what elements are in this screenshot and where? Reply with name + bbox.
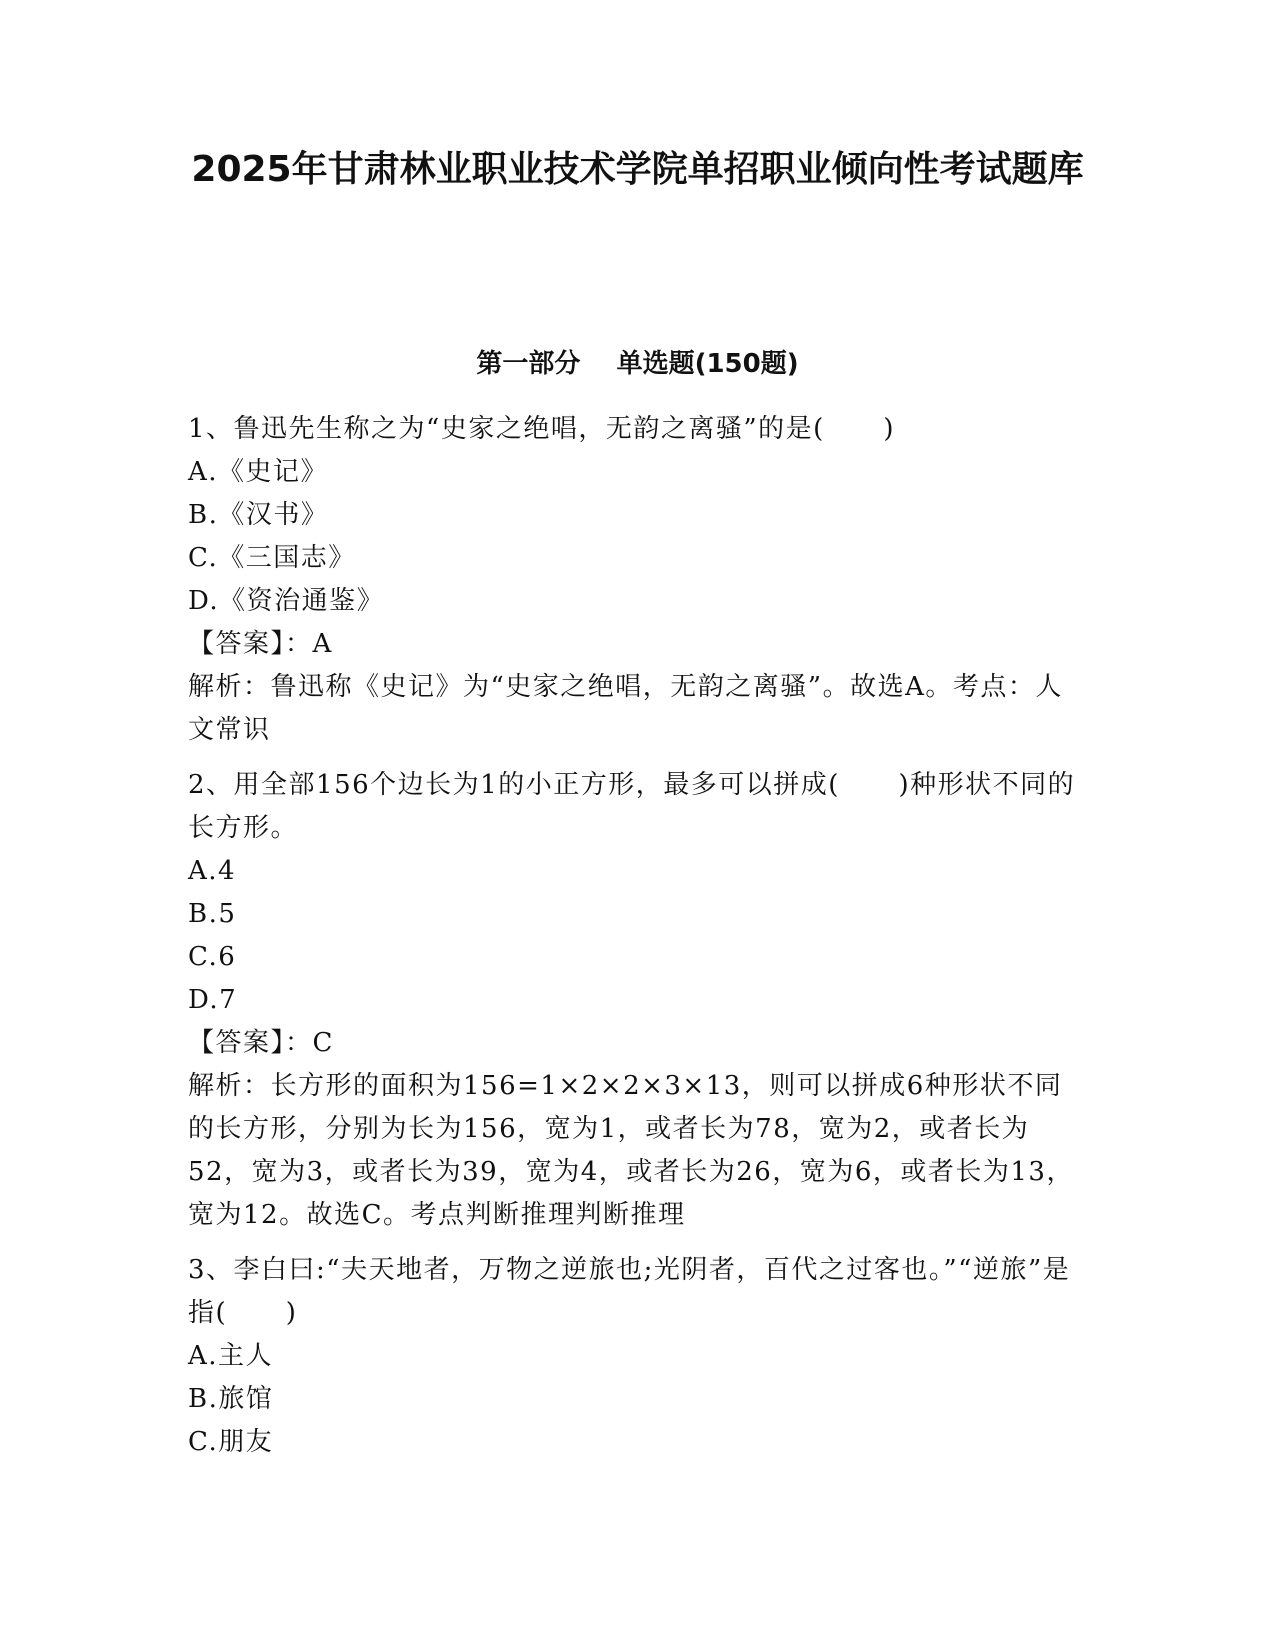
question-stem: 2、用全部156个边长为1的小正方形，最多可以拼成( )种形状不同的长方形。 [188, 770, 1076, 843]
analysis: 解析：长方形的面积为156=1×2×2×3×13，则可以拼成6种形状不同的长方形，分别为长为156，宽为1，或者长为78，宽为2，或者长为52，宽为3，或者长为39，宽为4，或者长为26，宽为6，或者长为13，宽为12。故选C。考点判断推理判断推理 [188, 1071, 1074, 1230]
answer: 【答案】：A [188, 629, 333, 659]
option-b: B.旅馆 [188, 1384, 274, 1414]
option-a: A.主人 [188, 1341, 274, 1371]
option-c: C.朋友 [188, 1427, 274, 1457]
question-stem: 3、李白曰:“夫天地者，万物之逆旅也;光阴者，百代之过客也。”“逆旅”是指( ) [188, 1255, 1071, 1328]
question-2 [188, 764, 1088, 1237]
option-b: B.5 [188, 899, 237, 929]
option-b: B.《汉书》 [188, 500, 329, 530]
option-c: C.6 [188, 942, 237, 972]
option-d: D.《资治通鉴》 [188, 586, 385, 616]
option-a: A.《史记》 [188, 457, 329, 487]
question-list [188, 408, 1088, 1476]
option-a: A.4 [188, 856, 237, 886]
document-title: 2025年甘肃林业职业技术学院单招职业倾向性考试题库 [191, 149, 1084, 190]
option-d: D.7 [188, 985, 238, 1015]
section-title: 第一部分 单选题(150题) [476, 349, 799, 379]
question-stem: 1、鲁迅先生称之为“史家之绝唱，无韵之离骚”的是( ) [188, 414, 896, 444]
question-3 [188, 1249, 1088, 1464]
option-c: C.《三国志》 [188, 543, 356, 573]
answer: 【答案】：C [188, 1028, 334, 1058]
question-1 [188, 408, 1088, 752]
analysis: 解析：鲁迅称《史记》为“史家之绝唱，无韵之离骚”。故选A。考点：人文常识 [188, 672, 1063, 745]
